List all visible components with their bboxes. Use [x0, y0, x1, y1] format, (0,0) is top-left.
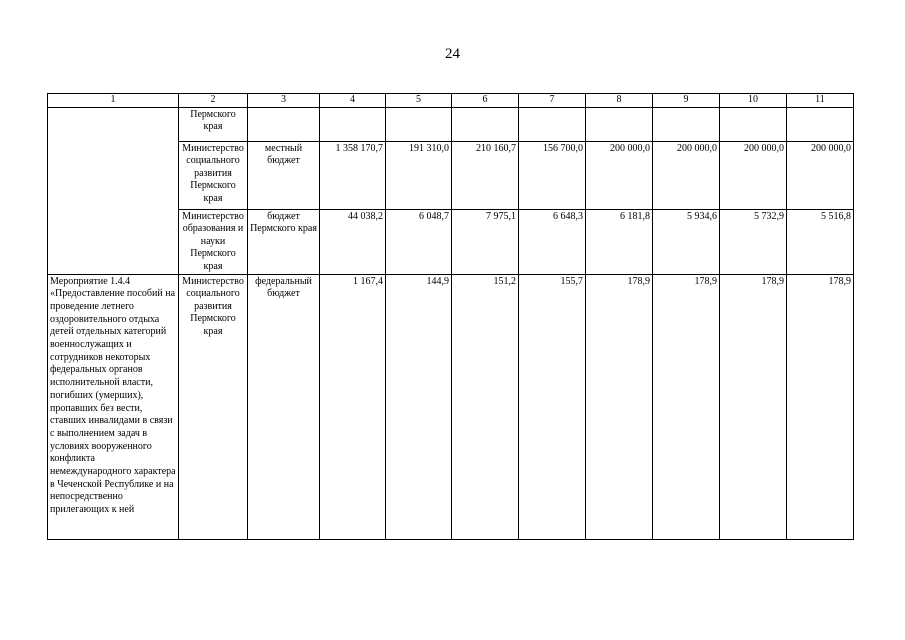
- executor-cell: Министерство образования и науки Пермского края: [179, 209, 248, 274]
- column-header: 2: [179, 94, 248, 108]
- value-cell: 178,9: [787, 274, 854, 539]
- value-cell: 200 000,0: [787, 141, 854, 209]
- value-cell: 144,9: [386, 274, 452, 539]
- value-cell: [386, 107, 452, 141]
- value-cell: [586, 107, 653, 141]
- value-cell: 1 167,4: [320, 274, 386, 539]
- value-cell: [653, 107, 720, 141]
- value-cell: 191 310,0: [386, 141, 452, 209]
- source-cell: бюджет Пермского края: [248, 209, 320, 274]
- value-cell: 151,2: [452, 274, 519, 539]
- value-cell: 6 181,8: [586, 209, 653, 274]
- value-cell: 6 048,7: [386, 209, 452, 274]
- source-cell: федеральный бюджет: [248, 274, 320, 539]
- value-cell: 200 000,0: [653, 141, 720, 209]
- value-cell: 7 975,1: [452, 209, 519, 274]
- activity-cell: [48, 107, 179, 274]
- column-header: 5: [386, 94, 452, 108]
- value-cell: 178,9: [586, 274, 653, 539]
- column-header: 9: [653, 94, 720, 108]
- source-cell: [248, 107, 320, 141]
- column-header: 1: [48, 94, 179, 108]
- budget-table: [47, 93, 854, 540]
- value-cell: 178,9: [720, 274, 787, 539]
- value-cell: [720, 107, 787, 141]
- value-cell: [787, 107, 854, 141]
- column-header: 8: [586, 94, 653, 108]
- value-cell: 5 516,8: [787, 209, 854, 274]
- value-cell: 44 038,2: [320, 209, 386, 274]
- value-cell: 5 732,9: [720, 209, 787, 274]
- value-cell: 5 934,6: [653, 209, 720, 274]
- value-cell: 210 160,7: [452, 141, 519, 209]
- value-cell: 200 000,0: [586, 141, 653, 209]
- value-cell: 156 700,0: [519, 141, 586, 209]
- page-number: 24: [445, 46, 460, 62]
- source-cell: местный бюджет: [248, 141, 320, 209]
- activity-cell: Мероприятие 1.4.4 «Предоставление пособий на проведение летнего оздоровительного отдыха детей отдельных категорий военнослужащих и сотрудников некоторых федеральных органов исполнительной власти, погибших (умерших), пропавших без вести, ставших инвалидами в связи с выполнением задач в условиях вооруженного конфликта немеждународного характера в Чеченской Республике и на непосредственно прилегающих к ней: [48, 274, 179, 539]
- executor-cell: Министерство социального развития Пермского края: [179, 274, 248, 539]
- column-header: 4: [320, 94, 386, 108]
- table-row: [48, 107, 854, 141]
- table-row: [48, 274, 854, 539]
- executor-cell: Пермского края: [179, 107, 248, 141]
- value-cell: 6 648,3: [519, 209, 586, 274]
- column-header: 11: [787, 94, 854, 108]
- value-cell: [519, 107, 586, 141]
- value-cell: [320, 107, 386, 141]
- column-header: 6: [452, 94, 519, 108]
- header-row: [48, 94, 854, 108]
- value-cell: 200 000,0: [720, 141, 787, 209]
- column-header: 3: [248, 94, 320, 108]
- value-cell: 155,7: [519, 274, 586, 539]
- column-header: 10: [720, 94, 787, 108]
- column-header: 7: [519, 94, 586, 108]
- value-cell: 178,9: [653, 274, 720, 539]
- value-cell: [452, 107, 519, 141]
- value-cell: 1 358 170,7: [320, 141, 386, 209]
- executor-cell: Министерство социального развития Пермского края: [179, 141, 248, 209]
